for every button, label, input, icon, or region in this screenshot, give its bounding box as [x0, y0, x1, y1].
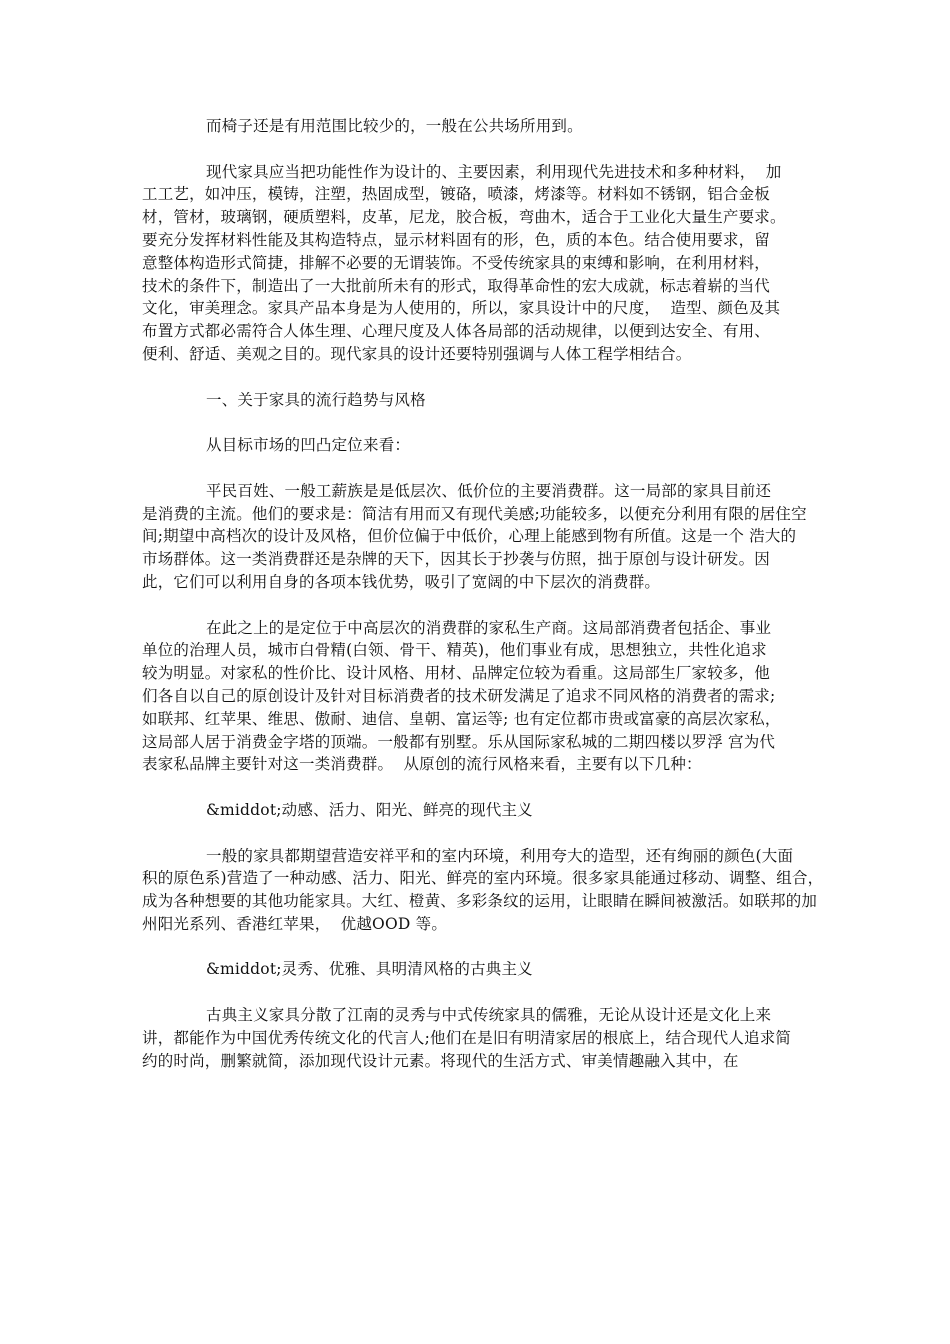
text-line: 平民百姓、一般工薪族是是低层次、低价位的主要消费群。这一局部的家具目前还	[206, 481, 772, 500]
text-line: 在此之上的是定位于中高层次的消费群的家私生产商。这局部消费者包括企、事业	[206, 618, 772, 637]
paragraph-gap	[142, 822, 822, 845]
text-line: 是消费的主流。他们的要求是：简洁有用而又有现代美感;功能较多，以便充分利用有限的居住空	[142, 504, 807, 523]
paragraph-gap	[142, 776, 822, 799]
paragraph-market-positioning	[142, 434, 822, 457]
text-line: 讲，都能作为中国优秀传统文化的代言人;他们在是旧有明清家居的根底上，结合现代人追求简	[142, 1028, 792, 1047]
paragraph-gap	[142, 366, 822, 389]
heading-text: 一、关于家具的流行趋势与风格	[206, 390, 426, 409]
paragraph-gap	[142, 594, 822, 617]
subheading-modernism	[142, 799, 822, 822]
text-line: 便利、舒适、美观之目的。现代家具的设计还要特别强调与人体工程学相结合。	[142, 344, 692, 363]
paragraph-gap	[142, 936, 822, 959]
text-line: 工工艺，如冲压，模铸，注塑，热固成型，镀硌，喷漆，烤漆等。材料如不锈钢，铝合金板	[142, 185, 771, 204]
text-line: 布置方式都必需符合人体生理、心理尺度及人体各局部的活动规律，以便到达安全、有用、	[142, 322, 771, 341]
paragraph-gap	[142, 138, 822, 161]
text-line: 这局部人居于消费金字塔的顶端。一般都有别墅。乐从国际家私城的二期四楼以罗浮 宫为代	[142, 732, 776, 751]
subheading-classicism	[142, 958, 822, 981]
text-line: 积的原色系)营造了一种动感、活力、阳光、鲜亮的室内环境。很多家具能通过移动、调整、组合，	[142, 869, 824, 888]
text-line: 技术的条件下，制造出了一大批前所未有的形式，取得革命性的宏大成就，标志着崭的当代	[142, 276, 771, 295]
text-line: 州阳光系列、香港红苹果， 优越OOD 等。	[142, 914, 448, 933]
paragraph-high-tier-consumers	[142, 617, 822, 777]
text-line: 市场群体。这一类消费群还是杂牌的天下，因其长于抄袭与仿照，拙于原创与设计研发。因	[142, 550, 771, 569]
text-line: 如联邦、红苹果、维思、傲耐、迪信、皇朝、富运等; 也有定位都市贵或富豪的高层次家私，	[142, 709, 781, 728]
text-line: 较为明显。对家私的性价比、设计风格、用材、品牌定位较为看重。这局部生厂家较多，他	[142, 664, 771, 683]
paragraph-low-tier-consumers	[142, 480, 822, 594]
text-line: 意整体构造形式简捷，排解不必要的无谓装饰。不受传统家具的束缚和影响，在利用材料，	[142, 253, 771, 272]
text-line: 表家私品牌主要针对这一类消费群。 从原创的流行风格来看，主要有以下几种：	[142, 755, 702, 774]
paragraph-gap	[142, 981, 822, 1004]
text-line: 古典主义家具分散了江南的灵秀与中式传统家具的儒雅，无论从设计还是文化上来	[206, 1006, 772, 1025]
text-line: 现代家具应当把功能性作为设计的、主要因素，利用现代先进技术和多种材料， 加	[206, 162, 782, 181]
heading-text: &middot;灵秀、优雅、具明清风格的古典主义	[206, 960, 533, 979]
text-line: 约的时尚，删繁就简，添加现代设计元素。将现代的生活方式、审美情趣融入其中，在	[142, 1051, 739, 1070]
text-line: 间;期望中高档次的设计及风格，但价位偏于中低价，心理上能感到物有所值。这是一个 浩大的	[142, 527, 797, 546]
text-line: 一般的家具都期望营造安祥平和的室内环境，利用夸大的造型，还有绚丽的颜色(大面	[206, 846, 794, 865]
paragraph-chair-usage	[142, 115, 822, 138]
text-line: 此，它们可以利用自身的各项本钱优势，吸引了宽阔的中下层次的消费群。	[142, 572, 661, 591]
section-heading-trends	[142, 389, 822, 412]
text-line: 成为各种想要的其他功能家具。大红、橙黄、多彩条纹的运用，让眼睛在瞬间被激活。如联邦的加	[142, 892, 818, 911]
paragraph-modernism	[142, 845, 822, 936]
text-line: 材，管材，玻璃钢，硬质塑料，皮革，尼龙，胶合板，弯曲木，适合于工业化大量生产要求。	[142, 208, 786, 227]
text-line: 从目标市场的凹凸定位来看：	[206, 436, 411, 455]
paragraph-modern-furniture	[142, 161, 822, 366]
paragraph-classicism	[142, 1004, 822, 1072]
text-line: 而椅子还是有用范围比较少的，一般在公共场所用到。	[206, 117, 583, 135]
paragraph-gap	[142, 411, 822, 434]
document-body	[142, 115, 822, 1072]
paragraph-gap	[142, 457, 822, 480]
text-line: 单位的治理人员，城市白骨精(白领、骨干、精英)，他们事业有成，思想独立，共性化追求	[142, 641, 767, 660]
text-line: 文化，审美理念。家具产品本身是为人使用的，所以，家具设计中的尺度， 造型、颜色及其	[142, 299, 781, 318]
heading-text: &middot;动感、活力、阳光、鲜亮的现代主义	[206, 800, 533, 819]
text-line: 们各自以自己的原创设计及针对目标消费者的技术研发满足了追求不同风格的消费者的需求;	[142, 686, 776, 705]
text-line: 要充分发挥材料性能及其构造特点，显示材料固有的形，色，质的本色。结合使用要求，留	[142, 230, 771, 249]
